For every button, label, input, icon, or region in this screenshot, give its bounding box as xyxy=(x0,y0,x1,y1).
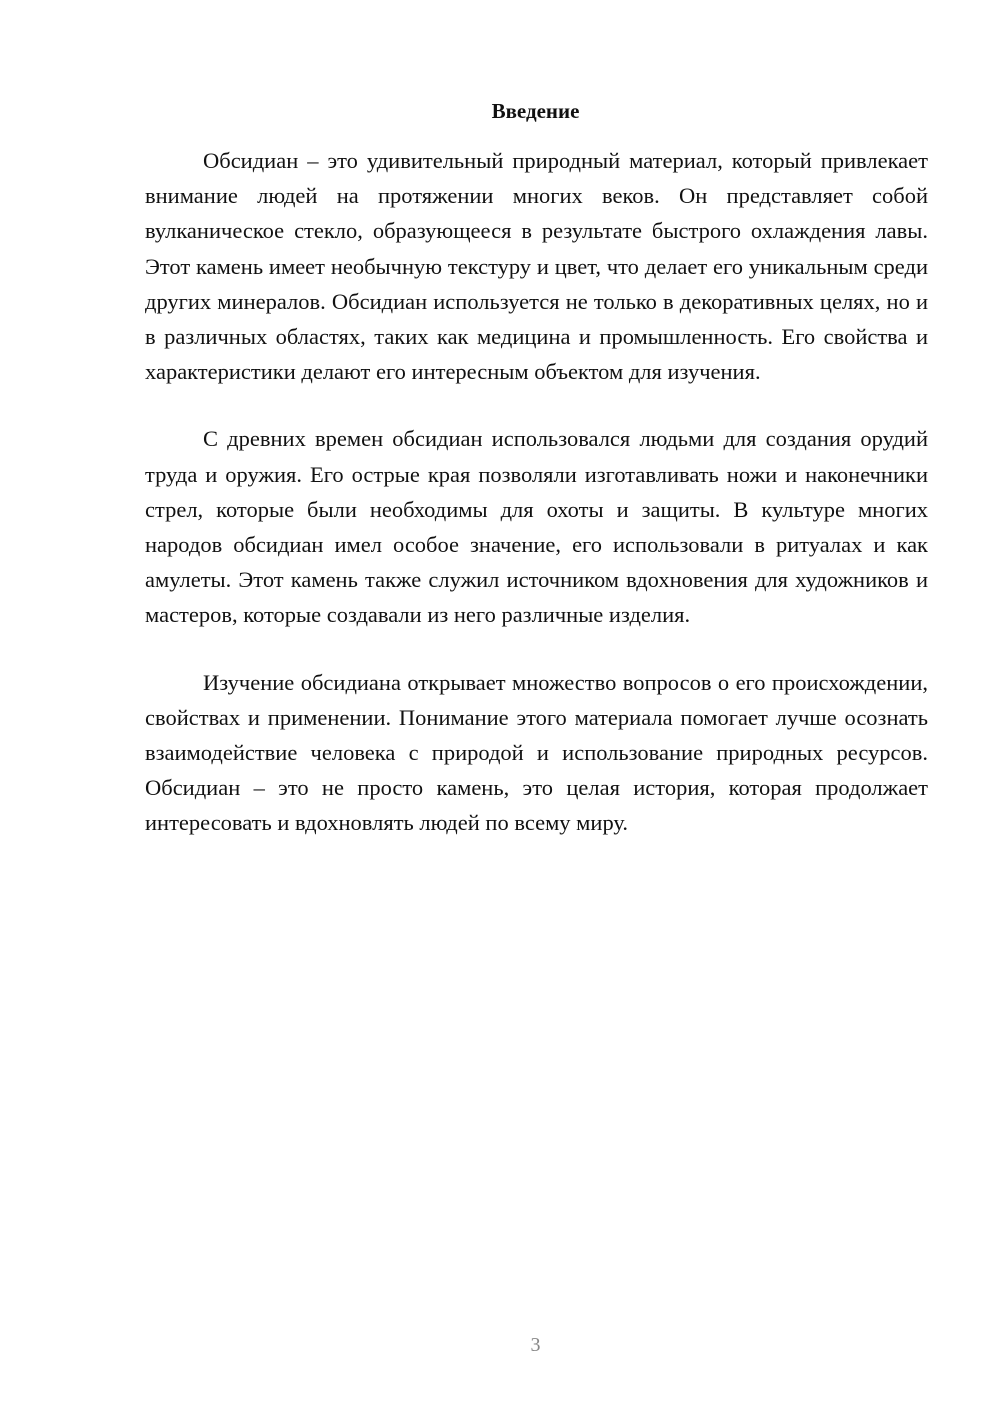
paragraph: С древних времен обсидиан использовался людьми для создания орудий труда и оружия. Его острые края позволяли изготавливать ножи и наконечники стрел, которые были необходимы для охоты и защиты. В культуре многих народов обсидиан имел особое значение, его использовали в ритуалах и как амулеты. Этот камень также служил источником вдохновения для художников и мастеров, которые создавали из него различные изделия. xyxy=(145,426,928,628)
paragraph: Изучение обсидиана открывает множество вопросов о его происхождении, свойствах и применении. Понимание этого материала помогает лучше осознать взаимодействие человека с природой и использование природных ресурсов. Обсидиан – это не просто камень, это целая история, которая продолжает интересовать и вдохновлять людей по всему миру. xyxy=(145,669,928,836)
document-body xyxy=(145,143,928,873)
page-number: 3 xyxy=(530,1334,541,1356)
paragraph: Обсидиан – это удивительный природный материал, который привлекает внимание людей на протяжении многих веков. Он представляет собой вулканическое стекло, образующееся в результате быстрого охлаждения лавы. Этот камень имеет необычную текстуру и цвет, что делает его уникальным среди других минералов. Обсидиан используется не только в декоративных целях, но и в различных областях, таких как медицина и промышленность. Его свойства и характеристики делают его интересным объектом для изучения. xyxy=(145,148,928,385)
section-heading: Введение xyxy=(491,99,580,123)
